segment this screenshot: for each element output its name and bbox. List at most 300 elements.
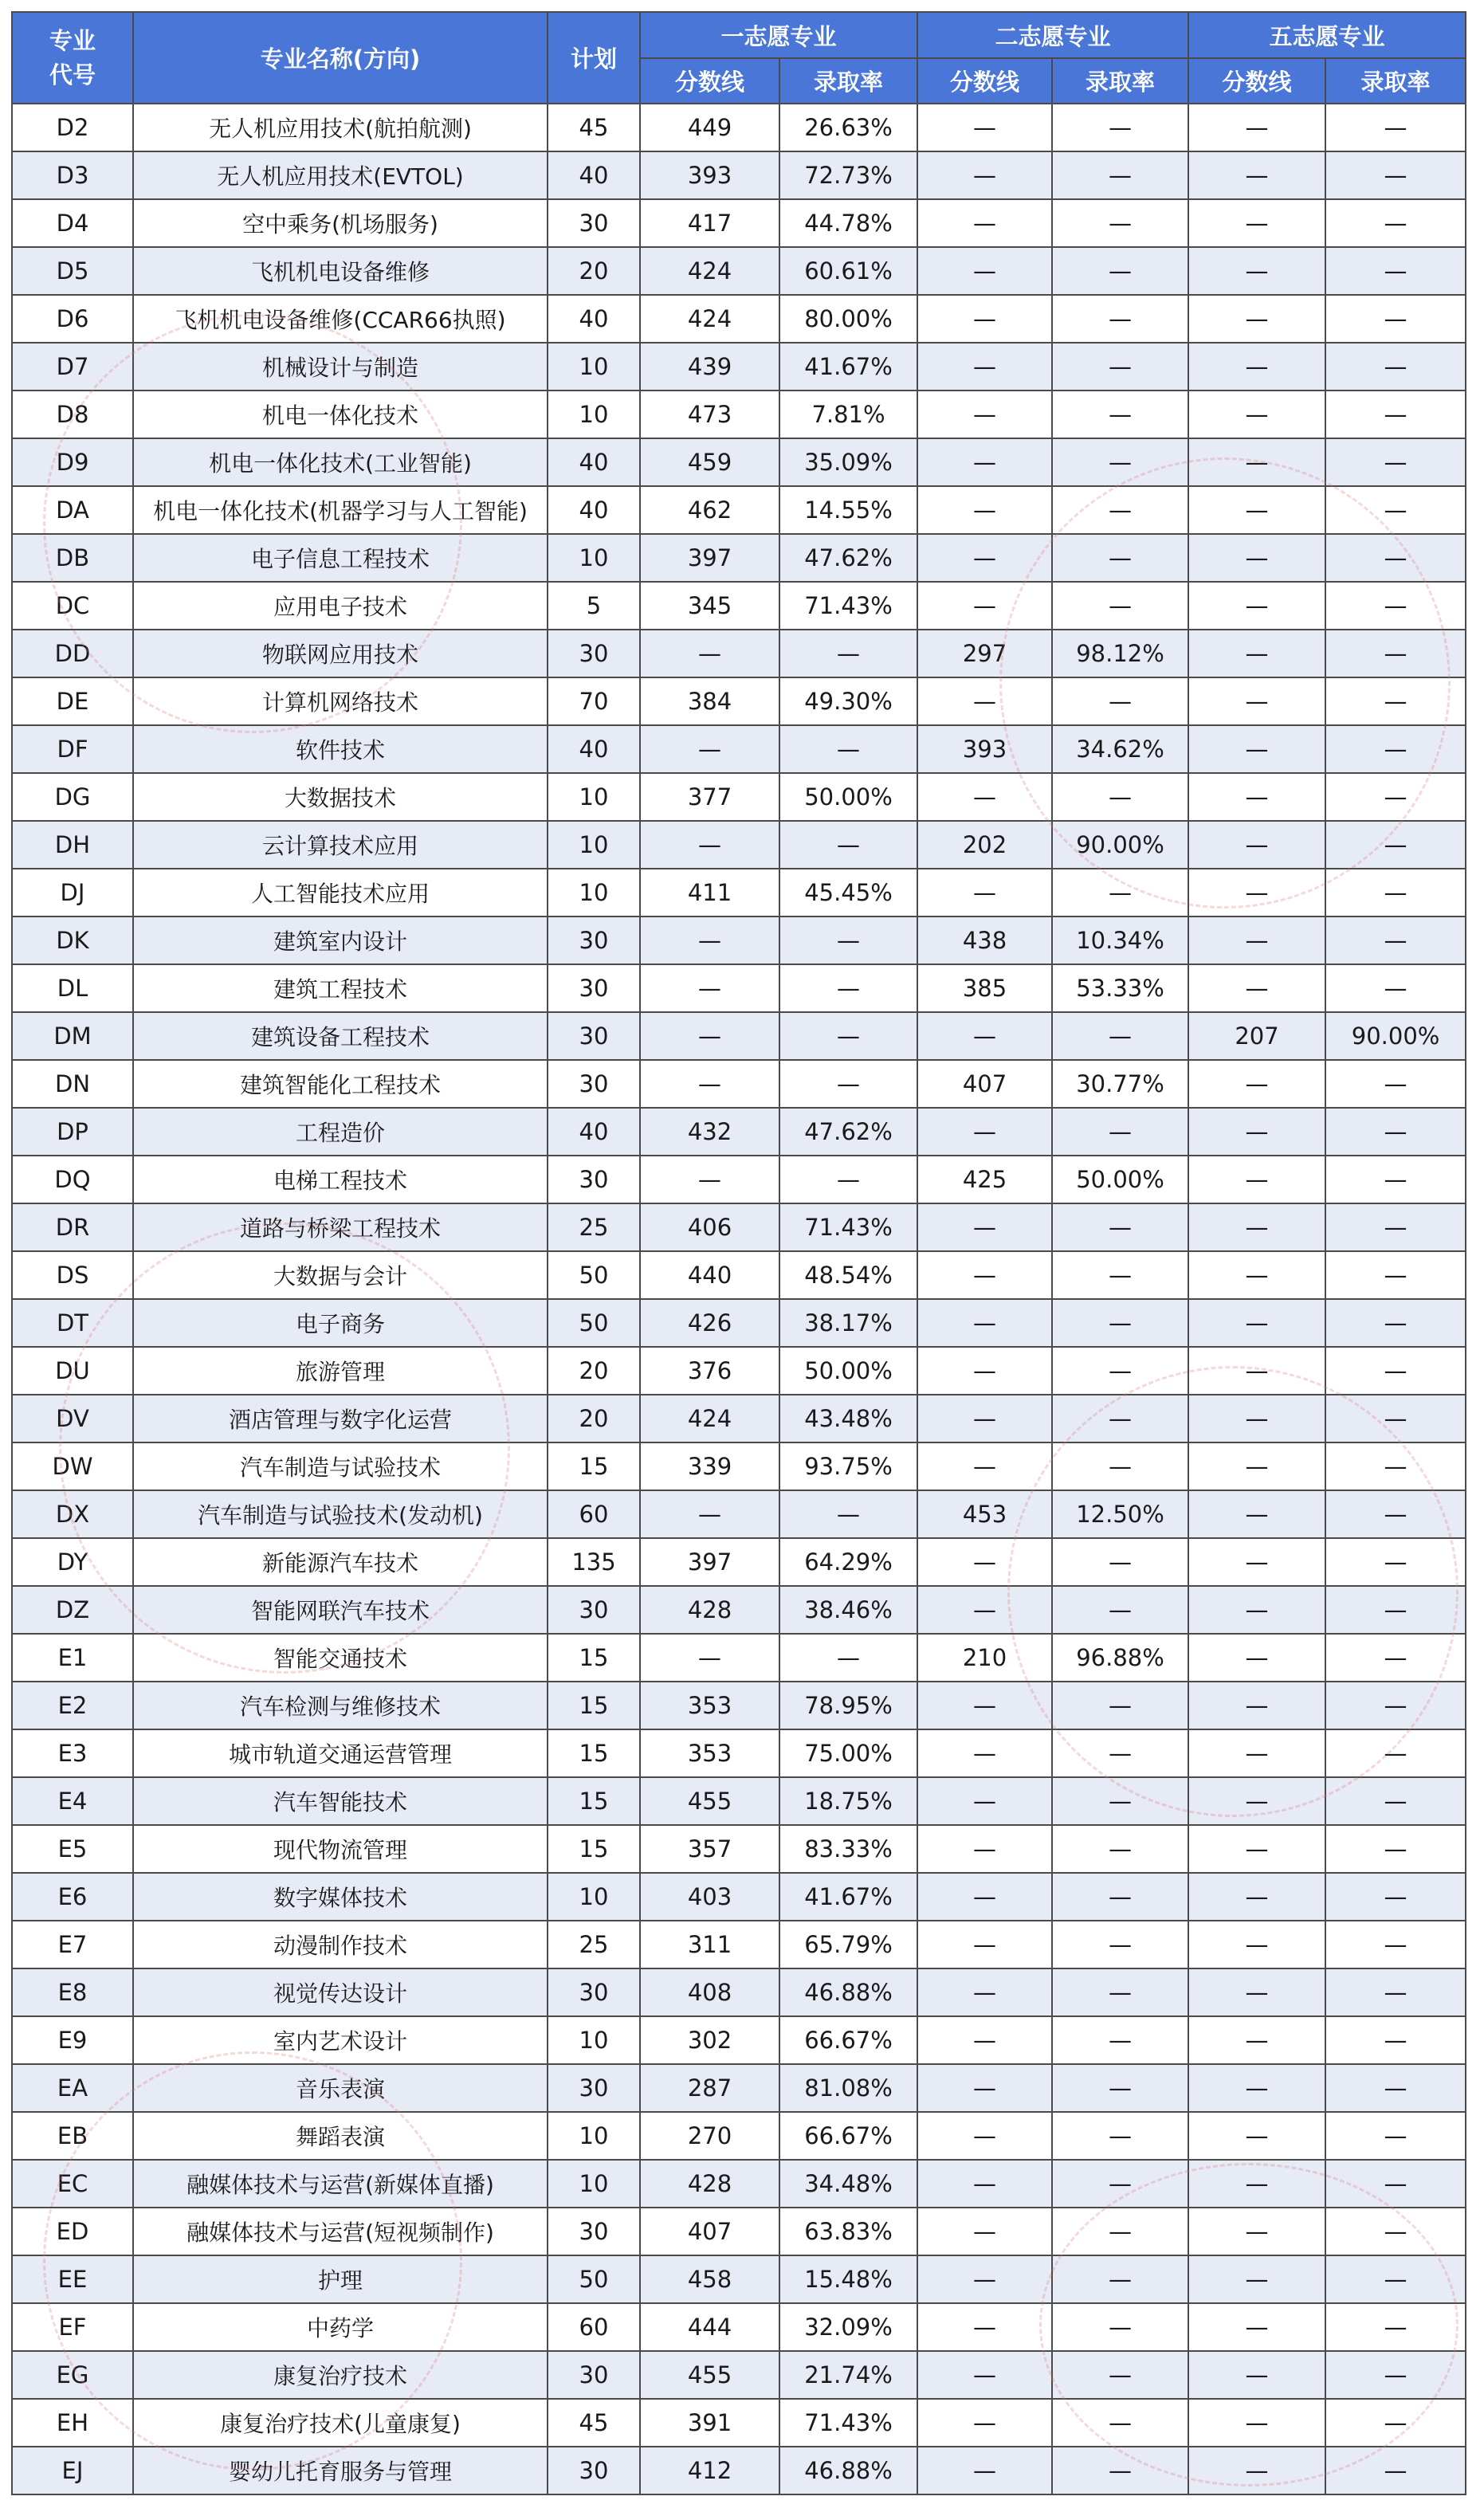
cell-rate-second: — <box>1052 1203 1188 1251</box>
cell-major-name: 空中乘务(机场服务) <box>133 199 548 247</box>
cell-major-name: 护理 <box>133 2255 548 2303</box>
cell-rate-first: 43.48% <box>779 1395 917 1442</box>
cell-rate-second: — <box>1052 247 1188 295</box>
cell-code: DE <box>12 677 133 725</box>
cell-rate-second: 34.62% <box>1052 725 1188 773</box>
cell-score-first: 339 <box>640 1442 779 1490</box>
cell-score-second: — <box>917 1873 1052 1921</box>
cell-score-first: 406 <box>640 1203 779 1251</box>
cell-major-name: 机械设计与制造 <box>133 343 548 391</box>
cell-score-first: — <box>640 630 779 677</box>
table-row <box>12 2160 1466 2208</box>
cell-rate-first: 32.09% <box>779 2303 917 2351</box>
cell-major-name: 现代物流管理 <box>133 1825 548 1873</box>
cell-plan: 40 <box>548 486 640 534</box>
cell-score-first: 403 <box>640 1873 779 1921</box>
cell-rate-fifth: — <box>1325 869 1466 916</box>
cell-score-first: — <box>640 916 779 964</box>
cell-score-fifth: — <box>1188 2399 1325 2447</box>
cell-rate-second: — <box>1052 1538 1188 1586</box>
table-row <box>12 916 1466 964</box>
table-row <box>12 1538 1466 1586</box>
table-row <box>12 1634 1466 1682</box>
cell-score-second: — <box>917 1825 1052 1873</box>
cell-rate-second: — <box>1052 343 1188 391</box>
cell-rate-second: — <box>1052 1825 1188 1873</box>
header-code <box>12 12 133 104</box>
cell-rate-second: 90.00% <box>1052 821 1188 869</box>
cell-score-first: 270 <box>640 2112 779 2160</box>
cell-rate-fifth: — <box>1325 964 1466 1012</box>
cell-score-second: 425 <box>917 1156 1052 1203</box>
cell-rate-fifth: — <box>1325 2208 1466 2255</box>
table-row <box>12 630 1466 677</box>
cell-rate-fifth: — <box>1325 2303 1466 2351</box>
cell-score-first: 462 <box>640 486 779 534</box>
cell-major-name: 汽车制造与试验技术 <box>133 1442 548 1490</box>
cell-rate-second: — <box>1052 1968 1188 2016</box>
cell-rate-first: — <box>779 1490 917 1538</box>
cell-plan: 45 <box>548 2399 640 2447</box>
cell-rate-second: — <box>1052 1921 1188 1968</box>
cell-major-name: 动漫制作技术 <box>133 1921 548 1968</box>
cell-rate-second: — <box>1052 2447 1188 2494</box>
table-row <box>12 151 1466 199</box>
cell-rate-second: — <box>1052 151 1188 199</box>
cell-plan: 50 <box>548 1251 640 1299</box>
cell-code: EH <box>12 2399 133 2447</box>
cell-score-fifth: — <box>1188 534 1325 582</box>
cell-plan: 25 <box>548 1921 640 1968</box>
cell-score-second: — <box>917 1442 1052 1490</box>
cell-score-second: — <box>917 1395 1052 1442</box>
cell-rate-first: 15.48% <box>779 2255 917 2303</box>
cell-major-name: 建筑设备工程技术 <box>133 1012 548 1060</box>
table-row <box>12 247 1466 295</box>
cell-rate-fifth: — <box>1325 295 1466 343</box>
cell-rate-first: 41.67% <box>779 343 917 391</box>
table-row <box>12 343 1466 391</box>
cell-score-fifth: — <box>1188 2303 1325 2351</box>
cell-rate-fifth: — <box>1325 486 1466 534</box>
cell-code: D8 <box>12 391 133 438</box>
cell-plan: 30 <box>548 630 640 677</box>
cell-rate-first: 83.33% <box>779 1825 917 1873</box>
cell-major-name: 无人机应用技术(EVTOL) <box>133 151 548 199</box>
cell-score-first: 417 <box>640 199 779 247</box>
cell-major-name: 婴幼儿托育服务与管理 <box>133 2447 548 2494</box>
cell-plan: 5 <box>548 582 640 630</box>
cell-rate-first: — <box>779 1156 917 1203</box>
cell-rate-first: 45.45% <box>779 869 917 916</box>
cell-code: EF <box>12 2303 133 2351</box>
table-row <box>12 2399 1466 2447</box>
cell-score-second: — <box>917 438 1052 486</box>
cell-rate-second: — <box>1052 2112 1188 2160</box>
cell-plan: 50 <box>548 2255 640 2303</box>
cell-major-name: 融媒体技术与运营(短视频制作) <box>133 2208 548 2255</box>
header-plan: 计划 <box>548 12 640 104</box>
cell-plan: 30 <box>548 2447 640 2494</box>
cell-major-name: 大数据与会计 <box>133 1251 548 1299</box>
cell-rate-second: — <box>1052 2255 1188 2303</box>
cell-rate-second: — <box>1052 2016 1188 2064</box>
cell-rate-fifth: — <box>1325 677 1466 725</box>
cell-score-fifth: — <box>1188 630 1325 677</box>
admission-table-container <box>11 11 1465 2495</box>
cell-score-second: — <box>917 1108 1052 1156</box>
cell-rate-second: — <box>1052 1251 1188 1299</box>
cell-plan: 30 <box>548 1968 640 2016</box>
header-rate-fifth: 录取率 <box>1325 58 1466 104</box>
cell-score-second: 210 <box>917 1634 1052 1682</box>
cell-rate-fifth: — <box>1325 247 1466 295</box>
table-header <box>12 12 1466 104</box>
cell-plan: 10 <box>548 391 640 438</box>
cell-score-fifth: — <box>1188 2016 1325 2064</box>
cell-rate-first: 71.43% <box>779 1203 917 1251</box>
cell-score-first: 287 <box>640 2064 779 2112</box>
cell-rate-first: — <box>779 1060 917 1108</box>
cell-score-fifth: — <box>1188 869 1325 916</box>
table-row <box>12 1921 1466 1968</box>
cell-rate-second: 10.34% <box>1052 916 1188 964</box>
cell-rate-fifth: — <box>1325 1395 1466 1442</box>
cell-rate-fifth: — <box>1325 1108 1466 1156</box>
cell-code: DA <box>12 486 133 534</box>
cell-rate-first: 47.62% <box>779 1108 917 1156</box>
cell-major-name: 建筑工程技术 <box>133 964 548 1012</box>
cell-major-name: 电子信息工程技术 <box>133 534 548 582</box>
cell-plan: 40 <box>548 1108 640 1156</box>
cell-rate-second: — <box>1052 2351 1188 2399</box>
table-row <box>12 1442 1466 1490</box>
cell-score-fifth: — <box>1188 773 1325 821</box>
cell-major-name: 汽车制造与试验技术(发动机) <box>133 1490 548 1538</box>
cell-major-name: 建筑智能化工程技术 <box>133 1060 548 1108</box>
cell-score-fifth: — <box>1188 677 1325 725</box>
table-row <box>12 2208 1466 2255</box>
cell-score-first: 459 <box>640 438 779 486</box>
cell-rate-second: 53.33% <box>1052 964 1188 1012</box>
cell-score-second: 297 <box>917 630 1052 677</box>
cell-rate-first: 34.48% <box>779 2160 917 2208</box>
cell-code: DV <box>12 1395 133 1442</box>
cell-score-fifth: — <box>1188 1251 1325 1299</box>
cell-major-name: 酒店管理与数字化运营 <box>133 1395 548 1442</box>
cell-score-first: 397 <box>640 534 779 582</box>
table-row <box>12 199 1466 247</box>
cell-score-first: — <box>640 1634 779 1682</box>
cell-code: DG <box>12 773 133 821</box>
cell-rate-first: — <box>779 1634 917 1682</box>
cell-score-fifth: — <box>1188 1347 1325 1395</box>
header-score-first: 分数线 <box>640 58 779 104</box>
cell-score-fifth: — <box>1188 151 1325 199</box>
cell-score-second: — <box>917 2255 1052 2303</box>
cell-rate-second: 30.77% <box>1052 1060 1188 1108</box>
cell-score-second: — <box>917 2351 1052 2399</box>
cell-rate-fifth: — <box>1325 104 1466 151</box>
cell-score-fifth: — <box>1188 1921 1325 1968</box>
cell-code: D6 <box>12 295 133 343</box>
cell-rate-first: 35.09% <box>779 438 917 486</box>
cell-rate-first: 26.63% <box>779 104 917 151</box>
cell-plan: 30 <box>548 1156 640 1203</box>
cell-score-first: 411 <box>640 869 779 916</box>
cell-code: D3 <box>12 151 133 199</box>
cell-major-name: 康复治疗技术 <box>133 2351 548 2399</box>
cell-code: DN <box>12 1060 133 1108</box>
table-row <box>12 2016 1466 2064</box>
cell-code: EA <box>12 2064 133 2112</box>
cell-score-second: — <box>917 677 1052 725</box>
cell-rate-fifth: — <box>1325 438 1466 486</box>
cell-rate-fifth: — <box>1325 1490 1466 1538</box>
cell-code: EG <box>12 2351 133 2399</box>
cell-score-second: — <box>917 2016 1052 2064</box>
cell-code: DJ <box>12 869 133 916</box>
cell-major-name: 汽车检测与维修技术 <box>133 1682 548 1729</box>
cell-rate-first: 60.61% <box>779 247 917 295</box>
cell-rate-second: — <box>1052 773 1188 821</box>
table-row <box>12 1156 1466 1203</box>
cell-rate-fifth: — <box>1325 1825 1466 1873</box>
table-row <box>12 1729 1466 1777</box>
cell-score-second: — <box>917 582 1052 630</box>
cell-score-first: — <box>640 1060 779 1108</box>
cell-score-first: 424 <box>640 1395 779 1442</box>
cell-code: DF <box>12 725 133 773</box>
cell-plan: 40 <box>548 295 640 343</box>
cell-score-first: 376 <box>640 1347 779 1395</box>
cell-code: DH <box>12 821 133 869</box>
cell-major-name: 室内艺术设计 <box>133 2016 548 2064</box>
cell-rate-fifth: 90.00% <box>1325 1012 1466 1060</box>
cell-rate-second: — <box>1052 104 1188 151</box>
cell-score-second: — <box>917 2112 1052 2160</box>
cell-code: E2 <box>12 1682 133 1729</box>
cell-major-name: 电梯工程技术 <box>133 1156 548 1203</box>
header-group-fifth-choice: 五志愿专业 <box>1188 12 1466 58</box>
cell-score-second: — <box>917 295 1052 343</box>
cell-score-fifth: — <box>1188 391 1325 438</box>
cell-rate-second: — <box>1052 677 1188 725</box>
table-row <box>12 1490 1466 1538</box>
cell-rate-fifth: — <box>1325 2255 1466 2303</box>
cell-rate-fifth: — <box>1325 582 1466 630</box>
table-row <box>12 1825 1466 1873</box>
cell-score-fifth: — <box>1188 2112 1325 2160</box>
cell-rate-first: 44.78% <box>779 199 917 247</box>
header-code-line1: 专业 <box>49 27 96 55</box>
table-row <box>12 1586 1466 1634</box>
cell-rate-second: — <box>1052 1442 1188 1490</box>
cell-score-second: — <box>917 486 1052 534</box>
table-row <box>12 534 1466 582</box>
cell-rate-first: 48.54% <box>779 1251 917 1299</box>
cell-major-name: 飞机机电设备维修 <box>133 247 548 295</box>
cell-code: E5 <box>12 1825 133 1873</box>
cell-score-second: 393 <box>917 725 1052 773</box>
cell-rate-second: — <box>1052 1347 1188 1395</box>
cell-major-name: 智能网联汽车技术 <box>133 1586 548 1634</box>
table-row <box>12 104 1466 151</box>
cell-rate-first: 72.73% <box>779 151 917 199</box>
cell-score-second: 453 <box>917 1490 1052 1538</box>
cell-score-first: — <box>640 1012 779 1060</box>
cell-score-fifth: — <box>1188 916 1325 964</box>
cell-plan: 60 <box>548 1490 640 1538</box>
cell-score-second: — <box>917 534 1052 582</box>
cell-rate-second: — <box>1052 2160 1188 2208</box>
cell-score-first: 345 <box>640 582 779 630</box>
cell-rate-fifth: — <box>1325 916 1466 964</box>
header-group-first-choice: 一志愿专业 <box>640 12 917 58</box>
cell-rate-fifth: — <box>1325 773 1466 821</box>
cell-rate-fifth: — <box>1325 2160 1466 2208</box>
cell-score-second: 407 <box>917 1060 1052 1108</box>
cell-rate-fifth: — <box>1325 1634 1466 1682</box>
cell-rate-second: — <box>1052 1012 1188 1060</box>
cell-score-first: 407 <box>640 2208 779 2255</box>
cell-rate-second: — <box>1052 2064 1188 2112</box>
cell-score-first: 391 <box>640 2399 779 2447</box>
cell-code: E8 <box>12 1968 133 2016</box>
cell-rate-fifth: — <box>1325 1968 1466 2016</box>
cell-score-fifth: — <box>1188 1825 1325 1873</box>
cell-rate-second: — <box>1052 2208 1188 2255</box>
cell-rate-first: 49.30% <box>779 677 917 725</box>
cell-rate-fifth: — <box>1325 2447 1466 2494</box>
cell-major-name: 智能交通技术 <box>133 1634 548 1682</box>
cell-code: DS <box>12 1251 133 1299</box>
cell-major-name: 机电一体化技术(工业智能) <box>133 438 548 486</box>
cell-code: DY <box>12 1538 133 1586</box>
cell-score-fifth: — <box>1188 964 1325 1012</box>
cell-score-fifth: — <box>1188 1873 1325 1921</box>
table-row <box>12 2064 1466 2112</box>
table-row <box>12 2351 1466 2399</box>
cell-score-first: 440 <box>640 1251 779 1299</box>
cell-code: DX <box>12 1490 133 1538</box>
table-row <box>12 1395 1466 1442</box>
cell-major-name: 飞机机电设备维修(CCAR66执照) <box>133 295 548 343</box>
cell-rate-fifth: — <box>1325 1060 1466 1108</box>
cell-score-fifth: — <box>1188 821 1325 869</box>
table-row <box>12 725 1466 773</box>
cell-plan: 15 <box>548 1634 640 1682</box>
cell-score-fifth: — <box>1188 486 1325 534</box>
cell-rate-second: — <box>1052 438 1188 486</box>
table-row <box>12 1347 1466 1395</box>
cell-score-fifth: — <box>1188 582 1325 630</box>
cell-rate-fifth: — <box>1325 1156 1466 1203</box>
cell-score-second: — <box>917 1921 1052 1968</box>
cell-rate-second: 50.00% <box>1052 1156 1188 1203</box>
cell-plan: 30 <box>548 1012 640 1060</box>
cell-score-second: — <box>917 199 1052 247</box>
cell-code: DW <box>12 1442 133 1490</box>
cell-code: E1 <box>12 1634 133 1682</box>
cell-rate-second: — <box>1052 1729 1188 1777</box>
table-row <box>12 1203 1466 1251</box>
cell-rate-first: 47.62% <box>779 534 917 582</box>
cell-score-fifth: — <box>1188 295 1325 343</box>
cell-code: E3 <box>12 1729 133 1777</box>
cell-rate-first: 46.88% <box>779 1968 917 2016</box>
cell-code: EB <box>12 2112 133 2160</box>
cell-score-fifth: — <box>1188 2160 1325 2208</box>
cell-plan: 30 <box>548 199 640 247</box>
table-body <box>12 104 1466 2494</box>
cell-rate-second: 96.88% <box>1052 1634 1188 1682</box>
cell-score-first: — <box>640 1156 779 1203</box>
cell-plan: 30 <box>548 2064 640 2112</box>
cell-major-name: 道路与桥梁工程技术 <box>133 1203 548 1251</box>
cell-rate-first: 81.08% <box>779 2064 917 2112</box>
header-score-second: 分数线 <box>917 58 1052 104</box>
cell-score-second: — <box>917 773 1052 821</box>
cell-plan: 20 <box>548 1395 640 1442</box>
table-row <box>12 2112 1466 2160</box>
table-row <box>12 869 1466 916</box>
cell-plan: 10 <box>548 2112 640 2160</box>
cell-rate-first: 66.67% <box>779 2112 917 2160</box>
table-row <box>12 1251 1466 1299</box>
cell-score-first: 424 <box>640 295 779 343</box>
header-group-second-choice: 二志愿专业 <box>917 12 1188 58</box>
cell-score-first: 458 <box>640 2255 779 2303</box>
cell-score-second: — <box>917 1586 1052 1634</box>
cell-rate-first: — <box>779 964 917 1012</box>
cell-code: ED <box>12 2208 133 2255</box>
table-row <box>12 964 1466 1012</box>
cell-score-second: — <box>917 869 1052 916</box>
cell-rate-fifth: — <box>1325 1203 1466 1251</box>
table-row <box>12 2447 1466 2494</box>
cell-score-second: — <box>917 151 1052 199</box>
cell-rate-first: 14.55% <box>779 486 917 534</box>
cell-rate-second: 98.12% <box>1052 630 1188 677</box>
cell-rate-first: — <box>779 725 917 773</box>
cell-score-first: 311 <box>640 1921 779 1968</box>
header-rate-second: 录取率 <box>1052 58 1188 104</box>
cell-score-first: 384 <box>640 677 779 725</box>
cell-score-first: — <box>640 1490 779 1538</box>
cell-score-second: — <box>917 2064 1052 2112</box>
cell-plan: 30 <box>548 1060 640 1108</box>
table-row <box>12 1299 1466 1347</box>
cell-score-first: — <box>640 725 779 773</box>
cell-code: DT <box>12 1299 133 1347</box>
cell-plan: 10 <box>548 534 640 582</box>
cell-rate-first: 21.74% <box>779 2351 917 2399</box>
cell-score-second: 438 <box>917 916 1052 964</box>
cell-major-name: 计算机网络技术 <box>133 677 548 725</box>
cell-major-name: 应用电子技术 <box>133 582 548 630</box>
cell-score-fifth: — <box>1188 1395 1325 1442</box>
cell-score-fifth: — <box>1188 1442 1325 1490</box>
cell-score-second: — <box>917 2303 1052 2351</box>
cell-rate-second: — <box>1052 1873 1188 1921</box>
cell-major-name: 云计算技术应用 <box>133 821 548 869</box>
cell-rate-fifth: — <box>1325 534 1466 582</box>
cell-major-name: 新能源汽车技术 <box>133 1538 548 1586</box>
table-row <box>12 821 1466 869</box>
cell-rate-first: 18.75% <box>779 1777 917 1825</box>
cell-rate-fifth: — <box>1325 2016 1466 2064</box>
